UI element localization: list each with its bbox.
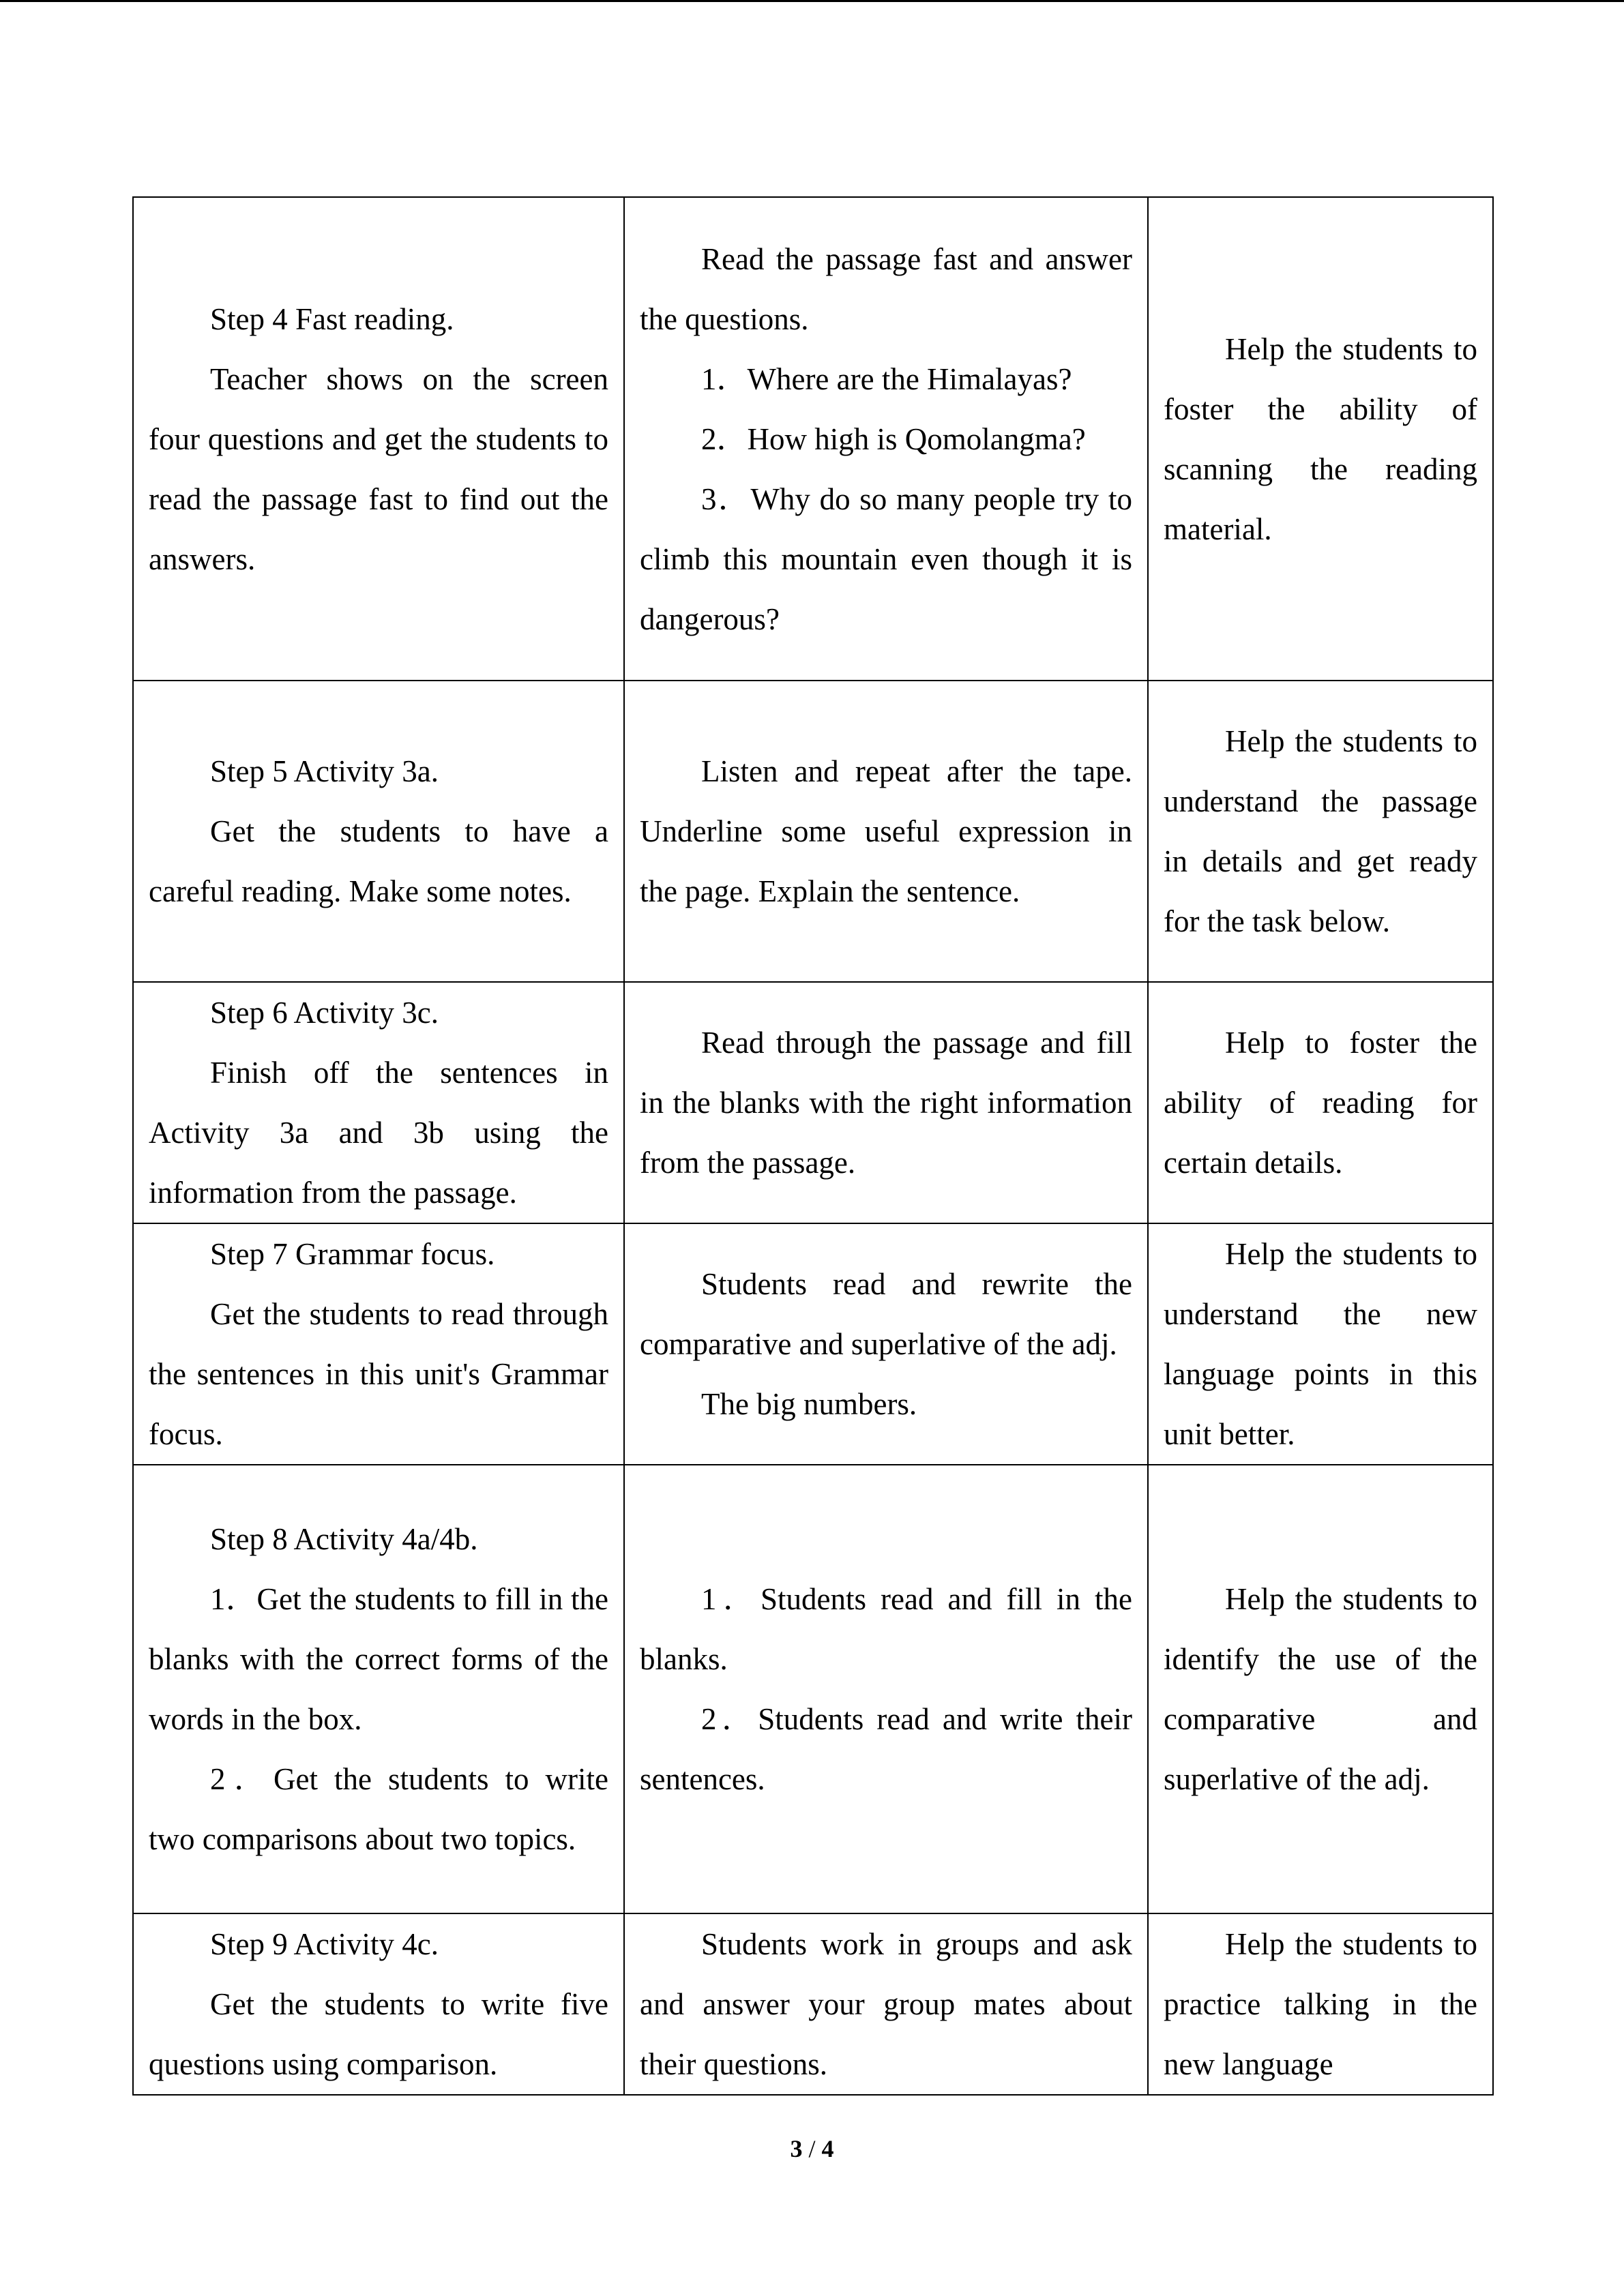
purpose-text: Help the students to understand the passage in details and get ready for the task below. (1164, 724, 1477, 938)
step-heading: Step 4 Fast reading. (210, 301, 454, 336)
teacher-activity-cell (133, 681, 624, 982)
student-activity-text: Students read and rewrite the comparative and superlative of the adj. (640, 1267, 1132, 1361)
purpose-text: Help to foster the ability of reading for certain details. (1164, 1026, 1477, 1180)
purpose-cell (1148, 982, 1493, 1223)
purpose-cell (1148, 1465, 1493, 1913)
teacher-activity-text: 2．Get the students to write two comparisons about two topics. (149, 1762, 608, 1856)
student-activity-cell (624, 1913, 1148, 2095)
table-row-step-7 (133, 1223, 1493, 1465)
purpose-cell (1148, 1223, 1493, 1465)
question-item: 2．How high is Qomolangma? (701, 421, 1086, 456)
page-number (0, 2132, 1624, 2165)
student-activity-cell (624, 982, 1148, 1223)
student-activity-cell (624, 1223, 1148, 1465)
page-top-border (0, 0, 1624, 2)
student-activity-cell (624, 681, 1148, 982)
step-heading: Step 5 Activity 3a. (210, 754, 439, 788)
teacher-activity-cell (133, 1913, 624, 2095)
purpose-cell (1148, 1913, 1493, 2095)
question-item: 3．Why do so many people try to climb this mountain even though it is dangerous? (640, 481, 1132, 636)
student-activity-text: Students work in groups and ask and answer your group mates about their questions. (640, 1927, 1132, 2081)
teacher-activity-text: Get the students to read through the sentences in this unit's Grammar focus. (149, 1297, 608, 1451)
step-heading: Step 9 Activity 4c. (210, 1927, 439, 1961)
teacher-activity-text: Get the students to have a careful reading. Make some notes. (149, 814, 608, 908)
lesson-plan-table (132, 196, 1494, 2096)
student-activity-text: 1．Students read and fill in the blanks. (640, 1582, 1132, 1676)
student-activity-text: Listen and repeat after the tape. Underline some useful expression in the page. Explain the sentence. (640, 754, 1132, 908)
teacher-activity-cell (133, 1223, 624, 1465)
purpose-text: Help the students to identify the use of the comparative and superlative of the adj. (1164, 1582, 1477, 1796)
teacher-activity-text: Get the students to write five questions using comparison. (149, 1987, 608, 2081)
teacher-activity-text: 1．Get the students to fill in the blanks with the correct forms of the words in the box. (149, 1582, 608, 1736)
purpose-text: Help the students to understand the new language points in this unit better. (1164, 1237, 1477, 1451)
table-row-step-5 (133, 681, 1493, 982)
teacher-activity-text: Finish off the sentences in Activity 3a and 3b using the information from the passage. (149, 1056, 608, 1210)
table-row-step-9 (133, 1913, 1493, 2095)
student-activity-text: The big numbers. (701, 1387, 917, 1421)
total-pages-number: 4 (821, 2135, 834, 2162)
teacher-activity-cell (133, 982, 624, 1223)
page-separator: / (808, 2135, 816, 2162)
student-activity-text: 2．Students read and write their sentences. (640, 1702, 1132, 1796)
student-activity-cell (624, 197, 1148, 681)
step-heading: Step 7 Grammar focus. (210, 1237, 495, 1271)
student-activity-cell (624, 1465, 1148, 1913)
student-activity-text: Read through the passage and fill in the blanks with the right information from the passage. (640, 1026, 1132, 1180)
step-heading: Step 8 Activity 4a/4b. (210, 1522, 478, 1556)
student-activity-text: Read the passage fast and answer the questions. (640, 241, 1132, 336)
purpose-text: Help the students to practice talking in the new language (1164, 1927, 1477, 2081)
question-item: 1．Where are the Himalayas? (701, 361, 1072, 396)
purpose-cell (1148, 197, 1493, 681)
table-row-step-8 (133, 1465, 1493, 1913)
purpose-text: Help the students to foster the ability of scanning the reading material. (1164, 331, 1477, 546)
teacher-activity-cell (133, 1465, 624, 1913)
table-row-step-6 (133, 982, 1493, 1223)
teacher-activity-cell (133, 197, 624, 681)
purpose-cell (1148, 681, 1493, 982)
step-heading: Step 6 Activity 3c. (210, 996, 439, 1030)
teacher-activity-text: Teacher shows on the screen four questions and get the students to read the passage fast to find out the answers. (149, 361, 608, 576)
table-row-step-4 (133, 197, 1493, 681)
current-page-number: 3 (790, 2135, 803, 2162)
